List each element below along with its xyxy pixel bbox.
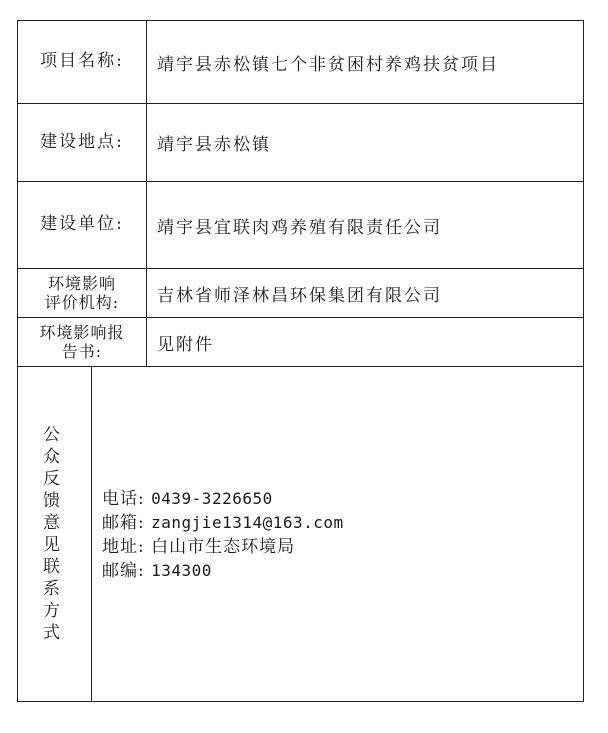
phone-value: 0439-3226650 xyxy=(151,489,273,508)
feedback-label-line5: 方式 xyxy=(43,601,66,644)
eval-agency-label-line2: 评价机构: xyxy=(44,293,120,312)
postcode-line xyxy=(102,559,344,583)
address-line xyxy=(102,535,344,559)
feedback-label-line2: 反馈 xyxy=(43,468,66,511)
feedback-label xyxy=(18,367,92,701)
phone-label: 电话: xyxy=(102,489,145,509)
location-label: 建设地点: xyxy=(18,104,147,181)
report-label-line2: 告书: xyxy=(61,342,103,361)
feedback-label-line1: 公众 xyxy=(43,424,66,467)
project-name-value: 靖宇县赤松镇七个非贫困村养鸡扶贫项目 xyxy=(157,54,499,75)
row-feedback xyxy=(18,367,583,701)
eval-agency-label-line1: 环境影响 xyxy=(47,273,116,293)
email-value: zangjie1314@163.com xyxy=(151,513,344,532)
row-location xyxy=(18,104,583,182)
row-builder xyxy=(18,182,583,269)
report-label-line1: 环境影响报 xyxy=(39,322,125,342)
phone-line xyxy=(102,487,344,511)
address-label: 地址: xyxy=(102,537,145,557)
postcode-value: 134300 xyxy=(151,561,212,580)
email-label: 邮箱: xyxy=(102,513,145,533)
row-project-name xyxy=(18,21,583,104)
builder-value: 靖宇县宜联肉鸡养殖有限责任公司 xyxy=(157,217,442,238)
eval-agency-label xyxy=(18,269,147,317)
eval-agency-value: 吉林省师泽林昌环保集团有限公司 xyxy=(157,285,442,306)
builder-label: 建设单位: xyxy=(18,182,147,268)
feedback-label-line4: 联系 xyxy=(43,557,66,600)
report-label xyxy=(18,318,147,366)
address-value: 白山市生态环境局 xyxy=(151,537,296,557)
info-table xyxy=(17,20,584,702)
postcode-label: 邮编: xyxy=(102,561,145,581)
row-eval-agency xyxy=(18,269,583,318)
project-name-label: 项目名称: xyxy=(18,21,147,103)
contact-info xyxy=(92,367,583,701)
row-report xyxy=(18,318,583,367)
report-value: 见附件 xyxy=(157,334,214,355)
feedback-label-line3: 意见 xyxy=(43,512,66,555)
email-line xyxy=(102,511,344,535)
location-value: 靖宇县赤松镇 xyxy=(157,135,271,155)
